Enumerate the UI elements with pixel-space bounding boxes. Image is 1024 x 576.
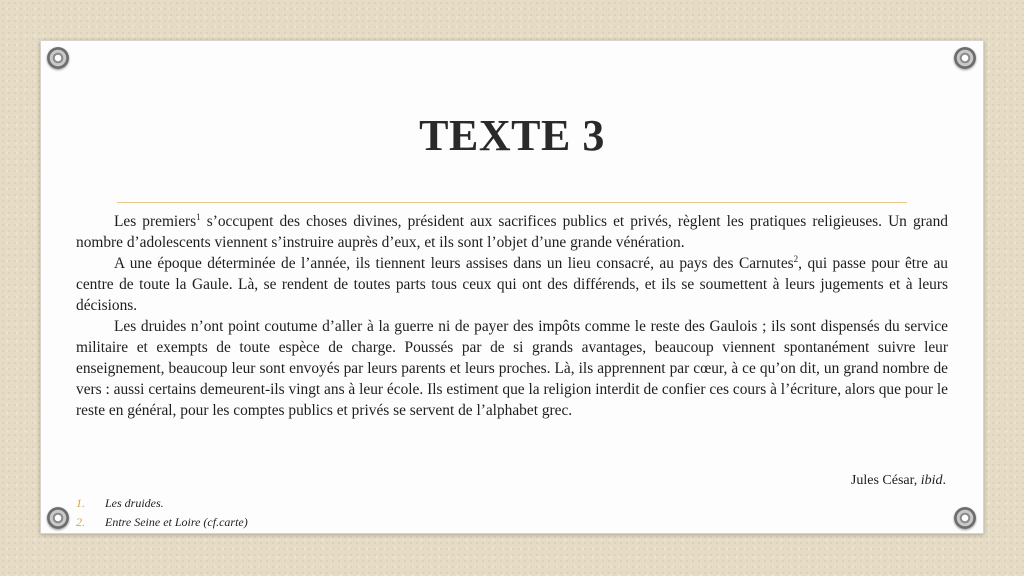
footnote-ref: 1 [196,211,201,222]
pin-icon [47,507,69,529]
paragraph [76,211,948,253]
pin-icon [954,47,976,69]
footnote-text: Entre Seine et Loire (cf.carte) [105,515,248,529]
footnotes-list [76,494,248,532]
attribution-author: Jules César, [850,473,921,488]
paragraph-text: s’occupent des choses divines, président aux sacrifices publics et privés, règlent les pratiques religieuses. Un grand nombre d’adolescents viennent s’instruire auprès d’eux, et ils sont l’objet d’une grande vénération. [76,213,948,251]
title-divider [117,202,907,203]
footnote-item [76,494,248,513]
paragraph-text: , qui passe pour être au centre de toute la Gaule. Là, se rendent de toutes parts tous ceux qui ont des différends, et ils se soumettent à leurs jugements et à leurs décisions. [76,255,948,314]
attribution [851,473,946,489]
pin-icon [954,507,976,529]
footnote-item [76,513,248,532]
footnote-number: 1. [76,496,85,510]
paragraph-text: Les premiers [114,213,197,230]
footnote-number: 2. [76,515,85,529]
slide-title: TEXTE 3 [419,111,605,160]
paragraph [76,253,948,316]
paragraph-text: A une époque déterminée de l’année, ils tiennent leurs assises dans un lieu consacré, au pays des Carnutes [114,255,794,272]
footnote-ref: 2 [793,253,799,264]
attribution-end: . [942,473,946,488]
pin-icon [47,47,69,69]
footnote-text: Les druides. [105,496,164,510]
body-text [76,211,948,421]
paragraph [76,316,948,421]
paragraph-text: Les druides n’ont point coutume d’aller à la guerre ni de payer des impôts comme le reste des Gaulois ; ils sont dispensés du service militaire et exempts de toute espèce de charge. Poussés par de si grands avantages, beaucoup viennent spontanément suivre leur enseignement, beaucoup leur sont envoyés par leurs parents et leurs proches. Là, ils apprennent par cœur, à ce qu’on dit, un grand nombre de vers : aussi certains demeurent-ils vingt ans à leur école. Ils estiment que la religion interdit de confier ces cours à l’écriture, alors que pour le reste en général, pour les comptes publics et privés se servent de l’alphabet grec. [76,318,948,419]
attribution-work: ibid [920,473,943,488]
